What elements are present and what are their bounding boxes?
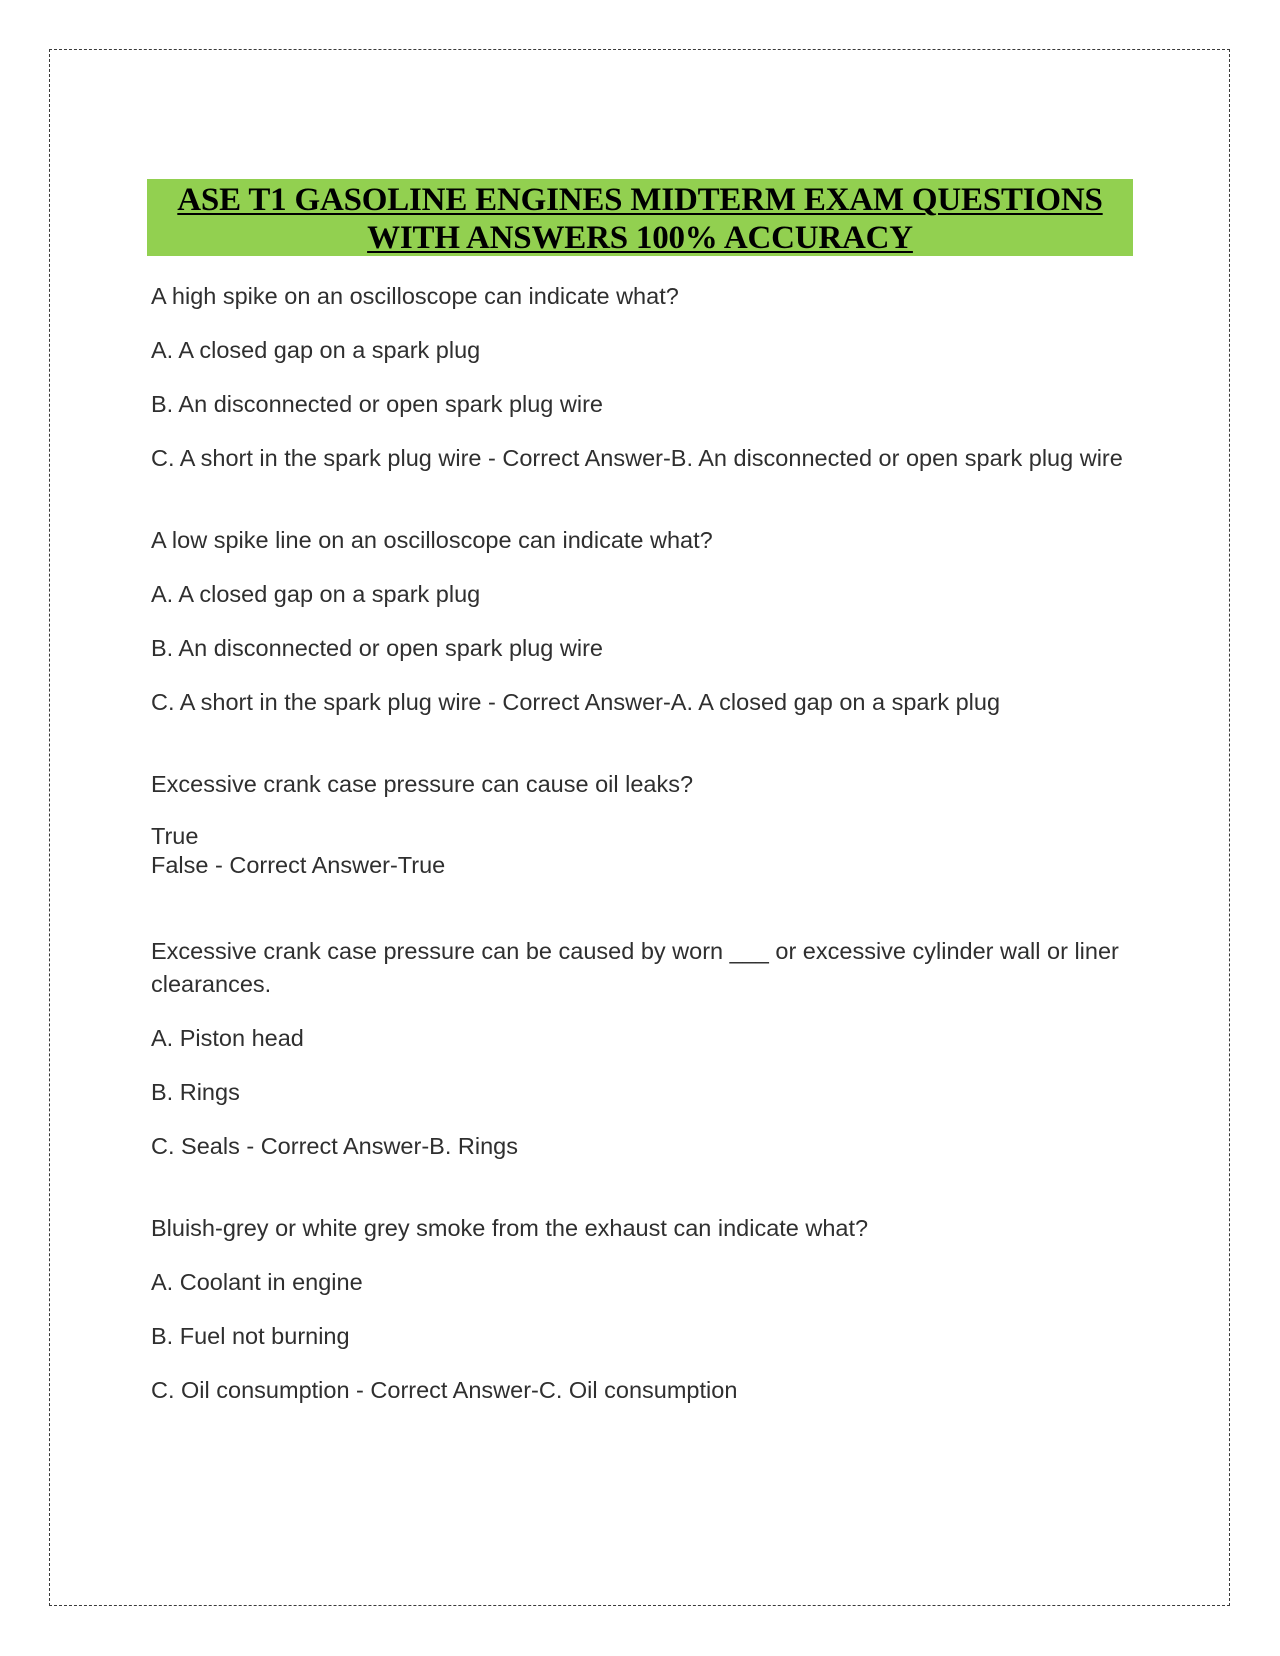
question-block xyxy=(151,1212,1131,1407)
document-title-line-2: WITH ANSWERS 100% ACCURACY xyxy=(367,220,913,256)
question-block xyxy=(151,524,1131,719)
question-block xyxy=(151,768,1131,880)
question-text: Excessive crank case pressure can cause oil leaks? xyxy=(151,771,694,797)
question-text: A high spike on an oscilloscope can indicate what? xyxy=(151,283,679,309)
question-text: A low spike line on an oscilloscope can indicate what? xyxy=(151,527,713,553)
answer-option: A. A closed gap on a spark plug xyxy=(151,337,481,363)
question-text: Bluish-grey or white grey smoke from the exhaust can indicate what? xyxy=(151,1215,869,1241)
question-block xyxy=(151,280,1131,475)
answer-option: A. Piston head xyxy=(151,1025,304,1051)
answer-option-with-correct-answer: C. A short in the spark plug wire - Correct Answer-B. An disconnected or open spark plug wire xyxy=(151,445,1123,471)
document-title-line-1: ASE T1 GASOLINE ENGINES MIDTERM EXAM QUESTIONS xyxy=(177,182,1103,218)
answer-option: A. Coolant in engine xyxy=(151,1269,363,1295)
answer-option-with-correct-answer: C. Seals - Correct Answer-B. Rings xyxy=(151,1133,518,1159)
answer-option: B. Rings xyxy=(151,1079,240,1105)
answer-option-with-correct-answer: C. A short in the spark plug wire - Correct Answer-A. A closed gap on a spark plug xyxy=(151,689,1001,715)
answer-option: B. Fuel not burning xyxy=(151,1323,350,1349)
answer-option: A. A closed gap on a spark plug xyxy=(151,581,481,607)
answer-option-with-correct-answer: C. Oil consumption - Correct Answer-C. Oil consumption xyxy=(151,1377,738,1403)
answer-option-with-correct-answer: False - Correct Answer-True xyxy=(151,852,446,878)
question-text: Excessive crank case pressure can be caused by worn ___ or excessive cylinder wall or liner clearances. xyxy=(151,938,1119,997)
document-body xyxy=(151,280,1131,1407)
answer-option: B. An disconnected or open spark plug wire xyxy=(151,635,603,661)
answer-option: B. An disconnected or open spark plug wire xyxy=(151,391,603,417)
document-title-banner xyxy=(147,179,1133,256)
answer-option: True xyxy=(151,823,199,849)
question-block xyxy=(151,935,1131,1163)
